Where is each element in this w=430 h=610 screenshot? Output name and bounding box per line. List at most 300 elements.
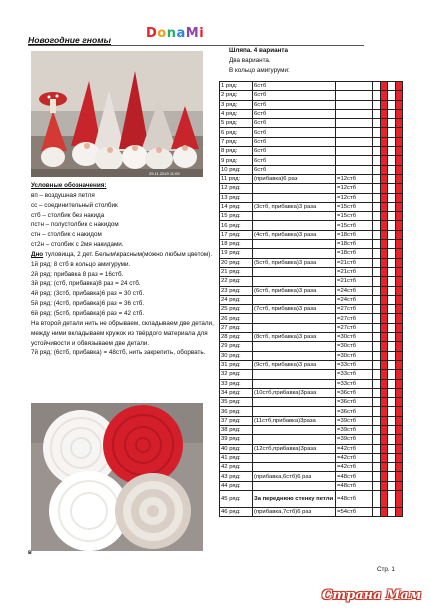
- red-mark-cell: [381, 156, 388, 165]
- red-mark-cell: [396, 165, 403, 174]
- red-mark-cell: [396, 267, 403, 276]
- row-description: 6стб: [253, 119, 336, 128]
- table-row: [220, 137, 403, 146]
- red-mark-cell: [381, 174, 388, 183]
- row-label: 12 ряд:: [220, 184, 253, 193]
- instruction-row-7: 7й ряд: (6стб, прибавка) = 48стб, нить закрепить, оборвать.: [31, 349, 206, 357]
- table-row: [220, 453, 403, 462]
- table-row: [220, 388, 403, 397]
- row-description: [253, 481, 336, 490]
- title-divider: [28, 45, 364, 46]
- red-mark-cell: [396, 435, 403, 444]
- check-cell: [373, 165, 381, 174]
- row-label: 31 ряд:: [220, 360, 253, 369]
- table-row: [220, 472, 403, 481]
- table-row: [220, 508, 403, 517]
- row-label: 16 ряд:: [220, 221, 253, 230]
- brand-letter: a: [176, 26, 186, 41]
- red-mark-cell: [396, 508, 403, 517]
- check-cell: [388, 491, 396, 508]
- row-total: [336, 128, 373, 137]
- row-total: =33стб: [336, 370, 373, 379]
- row-label: 13 ряд:: [220, 193, 253, 202]
- row-total: [336, 165, 373, 174]
- row-label: 2 ряд:: [220, 91, 253, 100]
- red-mark-cell: [381, 416, 388, 425]
- brand-letter: n: [166, 26, 177, 41]
- table-row: [220, 444, 403, 453]
- row-description: [253, 295, 336, 304]
- row-description: 6стб: [253, 137, 336, 146]
- check-cell: [373, 212, 381, 221]
- red-mark-cell: [381, 193, 388, 202]
- red-mark-cell: [396, 156, 403, 165]
- row-label: 27 ряд:: [220, 323, 253, 332]
- bottom-mark: в: [28, 550, 32, 556]
- check-cell: [373, 82, 381, 91]
- check-cell: [388, 323, 396, 332]
- row-description: 6стб: [253, 156, 336, 165]
- red-mark-cell: [381, 258, 388, 267]
- check-cell: [373, 425, 381, 434]
- row-label: 33 ряд:: [220, 379, 253, 388]
- row-total: =30стб: [336, 333, 373, 342]
- hat-ring: В кольцо амигуруми:: [229, 67, 290, 74]
- row-description: [253, 463, 336, 472]
- row-label: 40 ряд:: [220, 444, 253, 453]
- red-mark-cell: [381, 165, 388, 174]
- row-label: 30 ряд:: [220, 351, 253, 360]
- row-label: 43 ряд:: [220, 472, 253, 481]
- check-cell: [388, 193, 396, 202]
- check-cell: [388, 472, 396, 481]
- table-row: [220, 109, 403, 118]
- row-total: [336, 82, 373, 91]
- red-mark-cell: [381, 351, 388, 360]
- red-mark-cell: [381, 472, 388, 481]
- check-cell: [388, 119, 396, 128]
- row-total: =15стб: [336, 221, 373, 230]
- row-total: =42стб: [336, 463, 373, 472]
- row-description: [253, 212, 336, 221]
- check-cell: [373, 435, 381, 444]
- red-mark-cell: [381, 128, 388, 137]
- row-description: (4стб, прибавка)3 раза: [253, 230, 336, 239]
- red-mark-cell: [396, 491, 403, 508]
- row-label: 8 ряд:: [220, 147, 253, 156]
- hat-rows-table: [219, 81, 403, 517]
- red-mark-cell: [396, 379, 403, 388]
- check-cell: [388, 240, 396, 249]
- row-description: [253, 249, 336, 258]
- red-mark-cell: [381, 314, 388, 323]
- red-mark-cell: [381, 267, 388, 276]
- check-cell: [373, 128, 381, 137]
- row-label: 3 ряд:: [220, 100, 253, 109]
- red-mark-cell: [381, 82, 388, 91]
- red-mark-cell: [381, 202, 388, 211]
- row-label: 5 ряд:: [220, 119, 253, 128]
- red-mark-cell: [381, 370, 388, 379]
- check-cell: [373, 388, 381, 397]
- table-row: [220, 370, 403, 379]
- check-cell: [388, 147, 396, 156]
- check-cell: [388, 463, 396, 472]
- red-mark-cell: [381, 147, 388, 156]
- check-cell: [373, 267, 381, 276]
- red-mark-cell: [381, 491, 388, 508]
- watermark: Страна Мам: [322, 588, 422, 603]
- table-row: [220, 174, 403, 183]
- row-description: [253, 407, 336, 416]
- table-row: [220, 425, 403, 434]
- legend-item: вп – воздушная петля: [31, 191, 95, 199]
- row-description: [253, 323, 336, 332]
- table-row: [220, 240, 403, 249]
- instruction-row: 3й ряд: (стб, прибавка)8 раз = 24 стб.: [31, 280, 141, 288]
- check-cell: [388, 165, 396, 174]
- red-mark-cell: [381, 184, 388, 193]
- check-cell: [388, 425, 396, 434]
- red-mark-cell: [381, 435, 388, 444]
- row-label: 42 ряд:: [220, 463, 253, 472]
- row-total: [336, 91, 373, 100]
- page-title: Новогодние гномы: [28, 35, 111, 45]
- check-cell: [388, 100, 396, 109]
- row-description: (6стб, прибавка)3 раза: [253, 286, 336, 295]
- table-row: [220, 491, 403, 508]
- red-mark-cell: [381, 453, 388, 462]
- row-label: 6 ряд:: [220, 128, 253, 137]
- red-mark-cell: [381, 221, 388, 230]
- red-mark-cell: [396, 323, 403, 332]
- check-cell: [373, 398, 381, 407]
- legend-item: ст2н – столбик с 2мя накидами.: [31, 241, 124, 249]
- row-description: (прибавка,7стб)6 раз: [253, 508, 336, 517]
- red-mark-cell: [396, 258, 403, 267]
- red-mark-cell: [396, 277, 403, 286]
- legend-item: стб – столбик без накида: [31, 211, 105, 219]
- check-cell: [388, 286, 396, 295]
- table-row: [220, 379, 403, 388]
- bottom-description: туловища, 2 дет. Белым\красным(можно любым цветом).: [43, 250, 213, 258]
- row-label: 26 ряд:: [220, 314, 253, 323]
- check-cell: [373, 508, 381, 517]
- check-cell: [373, 314, 381, 323]
- check-cell: [388, 174, 396, 183]
- check-cell: [388, 82, 396, 91]
- row-description: [253, 425, 336, 434]
- red-mark-cell: [381, 398, 388, 407]
- table-row: [220, 82, 403, 91]
- red-mark-cell: [381, 463, 388, 472]
- row-total: =21стб: [336, 277, 373, 286]
- row-label: 45 ряд:: [220, 491, 253, 508]
- check-cell: [373, 481, 381, 490]
- red-mark-cell: [381, 508, 388, 517]
- row-label: 21 ряд:: [220, 267, 253, 276]
- red-mark-cell: [381, 481, 388, 490]
- check-cell: [373, 453, 381, 462]
- row-label: 29 ряд:: [220, 342, 253, 351]
- row-label: 1 ряд:: [220, 82, 253, 91]
- row-description: (5стб, прибавка)3 раза: [253, 258, 336, 267]
- row-total: =36стб: [336, 407, 373, 416]
- row-description: [253, 453, 336, 462]
- red-mark-cell: [396, 147, 403, 156]
- red-mark-cell: [396, 425, 403, 434]
- check-cell: [388, 333, 396, 342]
- row-description: 6стб: [253, 165, 336, 174]
- row-total: =21стб: [336, 258, 373, 267]
- row-label: 14 ряд:: [220, 202, 253, 211]
- row-label: 4 ряд:: [220, 109, 253, 118]
- red-mark-cell: [381, 100, 388, 109]
- red-mark-cell: [396, 109, 403, 118]
- brand-letter: D: [146, 26, 158, 41]
- row-label: 32 ряд:: [220, 370, 253, 379]
- check-cell: [373, 202, 381, 211]
- check-cell: [388, 407, 396, 416]
- check-cell: [373, 221, 381, 230]
- row-description: 6стб: [253, 109, 336, 118]
- red-mark-cell: [396, 184, 403, 193]
- red-mark-cell: [396, 202, 403, 211]
- red-mark-cell: [381, 342, 388, 351]
- instruction-row: 4й ряд: (3стб, прибавка)6 раз = 30 стб.: [31, 290, 145, 298]
- photo-timestamp: 25.11.2019 11:09: [149, 171, 180, 176]
- row-label: 22 ряд:: [220, 277, 253, 286]
- row-label: 11 ряд:: [220, 174, 253, 183]
- check-cell: [388, 435, 396, 444]
- table-row: [220, 314, 403, 323]
- red-mark-cell: [381, 360, 388, 369]
- check-cell: [388, 388, 396, 397]
- row-description: 6стб: [253, 100, 336, 109]
- legend-heading: Условные обозначения:: [31, 182, 107, 189]
- table-row: [220, 119, 403, 128]
- row-total: =12стб: [336, 193, 373, 202]
- brand-logo: [146, 26, 204, 41]
- row-total: =21стб: [336, 267, 373, 276]
- check-cell: [388, 249, 396, 258]
- red-mark-cell: [396, 407, 403, 416]
- red-mark-cell: [381, 333, 388, 342]
- table-row: [220, 323, 403, 332]
- red-mark-cell: [381, 425, 388, 434]
- hat-header: [229, 46, 290, 76]
- table-row: [220, 267, 403, 276]
- red-mark-cell: [381, 444, 388, 453]
- row-label: 39 ряд:: [220, 435, 253, 444]
- row-description: [253, 379, 336, 388]
- row-total: =15стб: [336, 212, 373, 221]
- row-label: 15 ряд:: [220, 212, 253, 221]
- row-total: =18стб: [336, 240, 373, 249]
- red-mark-cell: [381, 240, 388, 249]
- red-mark-cell: [381, 109, 388, 118]
- red-mark-cell: [396, 444, 403, 453]
- red-mark-cell: [396, 128, 403, 137]
- red-mark-cell: [396, 481, 403, 490]
- red-mark-cell: [396, 453, 403, 462]
- row-description: [253, 398, 336, 407]
- row-description: 6стб: [253, 82, 336, 91]
- table-row: [220, 193, 403, 202]
- table-row: [220, 333, 403, 342]
- row-label: 46 ряд:: [220, 508, 253, 517]
- check-cell: [373, 491, 381, 508]
- check-cell: [373, 147, 381, 156]
- row-description: (11стб,прибавка)3раза: [253, 416, 336, 425]
- row-label: 34 ряд:: [220, 388, 253, 397]
- check-cell: [388, 481, 396, 490]
- red-mark-cell: [381, 212, 388, 221]
- row-description: [253, 221, 336, 230]
- row-description: [253, 277, 336, 286]
- row-description: [253, 435, 336, 444]
- check-cell: [373, 472, 381, 481]
- row-label: 17 ряд:: [220, 230, 253, 239]
- red-mark-cell: [396, 398, 403, 407]
- red-mark-cell: [381, 249, 388, 258]
- table-row: [220, 305, 403, 314]
- row-description: За переднюю стенку петли: [253, 491, 336, 508]
- row-description: [253, 342, 336, 351]
- row-total: =54стб: [336, 508, 373, 517]
- red-mark-cell: [396, 230, 403, 239]
- instruction-row: 1й ряд: 8 стб в кольцо амигуруми.: [31, 260, 131, 268]
- check-cell: [388, 137, 396, 146]
- instruction-row: 5й ряд: (4стб, прибавка)6 раз = 36 стб.: [31, 300, 145, 308]
- row-total: =12стб: [336, 184, 373, 193]
- red-mark-cell: [381, 295, 388, 304]
- row-label: 25 ряд:: [220, 305, 253, 314]
- red-mark-cell: [396, 305, 403, 314]
- row-total: [336, 100, 373, 109]
- row-total: =18стб: [336, 249, 373, 258]
- check-cell: [388, 453, 396, 462]
- row-total: =30стб: [336, 351, 373, 360]
- table-row: [220, 435, 403, 444]
- row-description: [253, 314, 336, 323]
- check-cell: [388, 351, 396, 360]
- table-row: [220, 165, 403, 174]
- red-mark-cell: [396, 314, 403, 323]
- check-cell: [373, 342, 381, 351]
- table-row: [220, 407, 403, 416]
- table-row: [220, 221, 403, 230]
- red-mark-cell: [381, 119, 388, 128]
- check-cell: [373, 416, 381, 425]
- red-mark-cell: [396, 174, 403, 183]
- row-description: (9стб, прибавка)3 раза: [253, 360, 336, 369]
- page-number: Стр. 1: [377, 566, 395, 573]
- red-mark-cell: [381, 305, 388, 314]
- check-cell: [373, 100, 381, 109]
- red-mark-cell: [396, 82, 403, 91]
- check-cell: [388, 258, 396, 267]
- row-total: =36стб: [336, 398, 373, 407]
- gnomes-photo: [31, 51, 203, 177]
- check-cell: [388, 444, 396, 453]
- table-row: [220, 295, 403, 304]
- check-cell: [388, 221, 396, 230]
- check-cell: [373, 379, 381, 388]
- table-row: [220, 351, 403, 360]
- row-total: =18стб: [336, 230, 373, 239]
- row-label: 9 ряд:: [220, 156, 253, 165]
- row-total: =15стб: [336, 202, 373, 211]
- red-mark-cell: [396, 100, 403, 109]
- check-cell: [388, 342, 396, 351]
- red-mark-cell: [396, 370, 403, 379]
- table-row: [220, 202, 403, 211]
- row-description: [253, 184, 336, 193]
- check-cell: [373, 184, 381, 193]
- row-total: =33стб: [336, 379, 373, 388]
- row-label: 18 ряд:: [220, 240, 253, 249]
- check-cell: [388, 156, 396, 165]
- row-label: 37 ряд:: [220, 416, 253, 425]
- row-total: =48стб: [336, 481, 373, 490]
- red-mark-cell: [381, 388, 388, 397]
- check-cell: [373, 333, 381, 342]
- check-cell: [373, 174, 381, 183]
- red-mark-cell: [381, 230, 388, 239]
- table-row: [220, 100, 403, 109]
- row-total: =12стб: [336, 174, 373, 183]
- red-mark-cell: [396, 249, 403, 258]
- row-label: 24 ряд:: [220, 295, 253, 304]
- row-label: 20 ряд:: [220, 258, 253, 267]
- red-mark-cell: [381, 407, 388, 416]
- check-cell: [373, 370, 381, 379]
- check-cell: [373, 109, 381, 118]
- check-cell: [388, 184, 396, 193]
- check-cell: [388, 91, 396, 100]
- row-description: (7стб, прибавка)3 раза: [253, 305, 336, 314]
- check-cell: [373, 305, 381, 314]
- row-total: =48стб: [336, 472, 373, 481]
- check-cell: [373, 277, 381, 286]
- row-total: =27стб: [336, 305, 373, 314]
- table-row: [220, 398, 403, 407]
- row-total: =33стб: [336, 360, 373, 369]
- crochet-circles-photo: [31, 403, 203, 551]
- red-mark-cell: [396, 295, 403, 304]
- row-total: =42стб: [336, 444, 373, 453]
- check-cell: [388, 305, 396, 314]
- row-description: (прибавка)6 раз: [253, 174, 336, 183]
- red-mark-cell: [396, 193, 403, 202]
- row-total: =36стб: [336, 388, 373, 397]
- table-row: [220, 416, 403, 425]
- red-mark-cell: [396, 351, 403, 360]
- row-total: [336, 119, 373, 128]
- check-cell: [373, 463, 381, 472]
- row-total: [336, 137, 373, 146]
- check-cell: [373, 91, 381, 100]
- table-row: [220, 342, 403, 351]
- row-description: 6стб: [253, 91, 336, 100]
- check-cell: [388, 370, 396, 379]
- table-row: [220, 184, 403, 193]
- check-cell: [388, 508, 396, 517]
- row-description: (12стб,прибавка)3раза: [253, 444, 336, 453]
- row-label: 19 ряд:: [220, 249, 253, 258]
- table-row: [220, 147, 403, 156]
